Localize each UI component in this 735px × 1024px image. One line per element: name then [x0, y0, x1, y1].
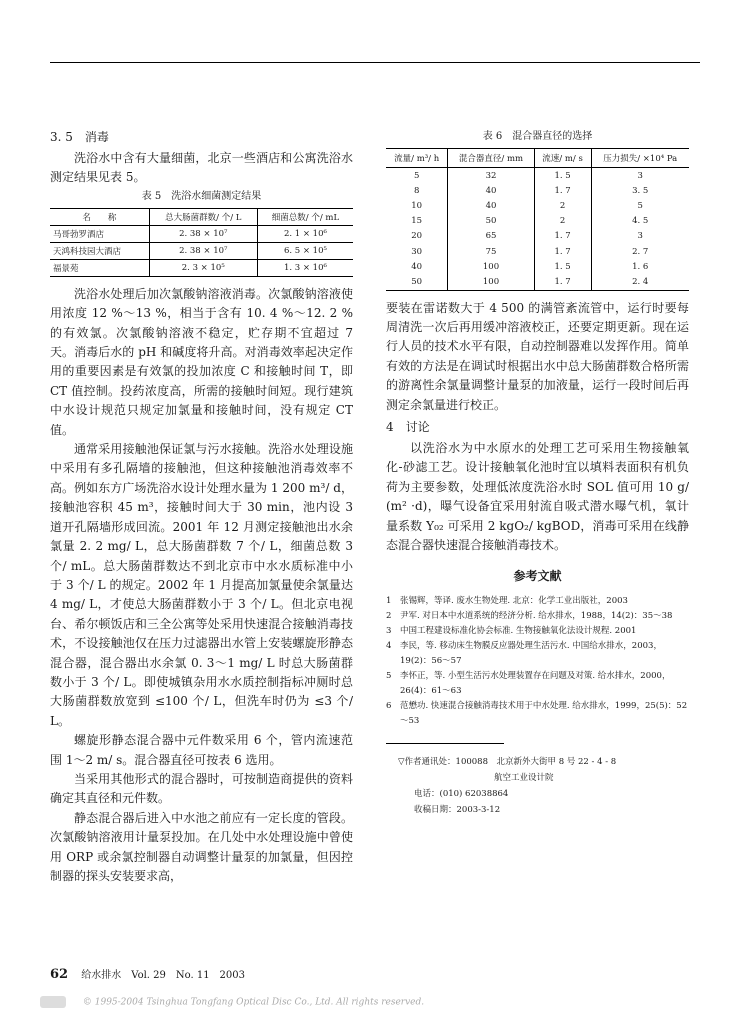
table-cell: 2 [534, 214, 591, 229]
reference-item [386, 699, 689, 729]
table-cell: 2. 38 × 10⁷ [149, 225, 257, 242]
reference-number: 2 [386, 611, 392, 622]
top-rule [50, 62, 700, 63]
references-title: 参考文献 [513, 569, 562, 584]
table6-header: 流量/ m³/ h [386, 149, 448, 168]
table-row [386, 168, 689, 184]
reference-number: 3 [386, 626, 392, 637]
table5-header: 名 称 [50, 208, 149, 225]
copyright-text: © 1995-2004 Tsinghua Tongfang Optical Disc Co., Ltd. All rights reserved. [82, 997, 425, 1008]
table-cell: 1. 5 [534, 259, 591, 274]
table-row [386, 244, 689, 259]
table-cell: 1. 7 [534, 274, 591, 290]
table-row [50, 242, 353, 259]
publisher-logo-icon [40, 996, 66, 1008]
table-cell: 100 [448, 259, 534, 274]
table-cell: 10 [411, 200, 423, 211]
table-cell: 40 [411, 261, 423, 272]
reference-text: 李怀正，等. 小型生活污水处理装置存在问题及对策. 给水排水，2000，26(4)：61～63 [400, 671, 671, 697]
table-cell: 1. 7 [534, 244, 591, 259]
paragraph: 要装在雷诺数大于 4 500 的满管紊流管中，运行时要每周清洗一次后再用缓冲溶液校正，还要定期更新。现在运行人员的技术水平有限，自动控制器难以发挥作用。简单有效的方法是在调试时根据出水中总大肠菌群数合格所需的游离性余氯量调整计量泵的加液量，运行一段时间后再测定余氯量进行校正。 [386, 300, 689, 412]
received-date: 收稿日期：2003-3-12 [414, 805, 501, 816]
table-row [386, 198, 689, 213]
table-cell: 40 [448, 183, 534, 198]
table5-caption: 表 5 洗浴水细菌测定结果 [141, 190, 262, 202]
reference-number: 6 [386, 701, 392, 712]
reference-text: 尹军. 对日本中水道系统的经济分析. 给水排水，1988，14(2)：35～38 [400, 611, 673, 622]
table6-header: 流速/ m/ s [534, 149, 591, 168]
table-cell: 20 [411, 231, 423, 242]
table-row [386, 259, 689, 274]
table-cell: 2. 38 × 10⁷ [149, 242, 257, 259]
paragraph: 螺旋形静态混合器中元件数采用 6 个，管内流速范围 1～2 m/ s。混合器直径可按表 6 选用。 [50, 733, 353, 767]
copyright-notice [40, 996, 424, 1008]
table-cell: 5 [591, 198, 689, 213]
table-cell: 3. 5 [591, 183, 689, 198]
divider [386, 743, 504, 744]
contact-address: ▽作者通讯处：100088 北京新外大街甲 8 号 22 - 4 - 8 [398, 757, 617, 768]
table-cell: 3 [591, 229, 689, 244]
table-row [386, 183, 689, 198]
paragraph: 洗浴水处理后加次氯酸钠溶液消毒。次氯酸钠溶液使用浓度 12 %～13 %，相当于含有 10. 4 %～12. 2 %的有效氯。次氯酸钠溶液不稳定，贮存期不宜超过 7 天。消毒后水的 pH 和碱度将升高。对消毒效率起决定作用的重要因素是有效氯的投加浓度 C 和接触时间 T，即 CT 值控制。投药浓度高，所需的接触时间短。现行建筑中水设计规范只规定加氯量和接触时间，没有规定 CT 值。 [50, 286, 353, 437]
section-4-title: 4 讨论 [386, 419, 430, 434]
table5-header: 细菌总数/ 个/ mL [257, 208, 353, 225]
table-cell: 天鸿科技园大酒店 [50, 242, 149, 259]
table-cell: 30 [411, 246, 423, 257]
table-cell: 50 [448, 214, 534, 229]
page-footer [50, 966, 245, 982]
table-cell: 福景苑 [50, 259, 149, 276]
table-cell: 40 [448, 198, 534, 213]
paragraph: 洗浴水中含有大量细菌，北京一些酒店和公寓洗浴水测定结果见表 5。 [50, 151, 353, 185]
table-cell: 1. 6 [591, 259, 689, 274]
table-cell: 2. 1 × 10⁶ [257, 225, 353, 242]
table-cell: 1. 7 [534, 183, 591, 198]
table-cell: 2 [534, 198, 591, 213]
journal-info: 给水排水 Vol. 29 No. 11 2003 [81, 970, 246, 981]
reference-text: 李民，等. 移动床生物膜反应器处理生活污水. 中国给水排水，2003，19(2)：56～57 [400, 641, 662, 667]
table6-header: 压力损失/ ×10⁴ Pa [591, 149, 689, 168]
table-cell: 1. 3 × 10⁶ [257, 259, 353, 276]
paragraph: 以洗浴水为中水原水的处理工艺可采用生物接触氧化-砂滤工艺。设计接触氧化池时宜以填料表面积有机负荷为主要参数，处理低浓度洗浴水时 SOL 值可用 10 g/ (m² ·d)，曝气设备宜采用射流自吸式潜水曝气机，氧计量系数 Y₀₂ 可采用 2 kgO₂/ kgBOD，消毒可采用在线静态混合器快速混合接触消毒技术。 [386, 440, 689, 552]
reference-number: 4 [386, 641, 392, 652]
paragraph: 静态混合器后进入中水池之前应有一定长度的管段。次氯酸钠溶液用计量泵投加。在几处中水处理设施中曾使用 ORP 或余氯控制器自动调整计量泵的加氯量，但因控制器的探头安装要求高， [50, 810, 353, 883]
left-column [50, 128, 353, 886]
table5 [50, 208, 353, 277]
table-cell: 65 [448, 229, 534, 244]
reference-item [386, 594, 689, 609]
table-row [386, 274, 689, 290]
references-list [386, 594, 689, 729]
table-cell: 1. 5 [534, 168, 591, 184]
reference-number: 5 [386, 671, 392, 682]
contact-institute: 航空工业设计院 [494, 773, 554, 784]
table-row [386, 229, 689, 244]
paragraph: 通常采用接触池保证氯与污水接触。洗浴水处理设施中采用有多孔隔墙的接触池，但这种接触池消毒效率不高。例如东方广场洗浴水设计处理水量为 1 200 m³/ d，接触池容积 45 m³，接触时间大于 30 min，池内设 3 道开孔隔墙形成回流。2001 年 12 月测定接触池出水余氯量 2. 2 mg/ L，总大肠菌群数 7 个/ L，细菌总数 3 个/ mL。总大肠菌群数达不到北京市中水水质标准中小于 3 个/ L 的规定。2002 年 1 月提高加氯量使余氯量达 4 mg/ L，才使总大肠菌群数小于 3 个/ L。但北京电视台、希尔顿饭店和三全公寓等处采用快速混合接触消毒技术，不设接触池仅在压力过滤器出水管上安装螺旋形静态混合器，混合器出水余氯 0. 3～1 mg/ L 时总大肠菌群数小于 3 个/ L。即使城镇杂用水水质控制指标冲厕时总大肠菌群数放宽到 ≤100 个/ L，但洗车时仍为 ≤3 个/ L。 [50, 442, 353, 728]
table-cell: 32 [448, 168, 534, 184]
table-cell: 马哥勃罗酒店 [50, 225, 149, 242]
table6 [386, 148, 689, 291]
table-row [386, 214, 689, 229]
table-cell: 1. 7 [534, 229, 591, 244]
table6-caption: 表 6 混合器直径的选择 [482, 131, 593, 142]
reference-number: 1 [386, 596, 392, 607]
reference-text: 张锡辉，等译. 废水生物处理. 北京：化学工业出版社，2003 [400, 596, 628, 607]
table6-header: 混合器直径/ mm [448, 149, 534, 168]
table-cell: 3 [591, 168, 689, 184]
table-cell: 6. 5 × 10⁵ [257, 242, 353, 259]
reference-item [386, 609, 689, 624]
reference-item [386, 669, 689, 699]
reference-item [386, 624, 689, 639]
section-3-5-title: 3. 5 消毒 [50, 130, 109, 144]
reference-item [386, 639, 689, 669]
table-cell: 4. 5 [591, 214, 689, 229]
table-cell: 100 [448, 274, 534, 290]
table-cell: 15 [411, 216, 423, 227]
table-row [50, 225, 353, 242]
table-row [50, 259, 353, 276]
contact-phone: 电话：(010) 62038864 [414, 789, 509, 800]
page-number: 62 [50, 967, 69, 982]
table-cell: 8 [413, 185, 420, 196]
table-cell: 50 [386, 274, 448, 290]
table-cell: 5 [413, 170, 420, 181]
right-column [386, 128, 689, 818]
reference-text: 范懋功. 快速混合接触消毒技术用于中水处理. 给水排水，1999，25(5)：52～53 [400, 701, 688, 727]
paragraph: 当采用其他形式的混合器时，可按制造商提供的资料确定其直径和元件数。 [50, 771, 353, 806]
table-cell: 2. 3 × 10⁵ [149, 259, 257, 276]
table-cell: 75 [448, 244, 534, 259]
author-contact [386, 754, 689, 818]
table5-header: 总大肠菌群数/ 个/ L [149, 208, 257, 225]
table-cell: 2. 4 [591, 274, 689, 290]
reference-text: 中国工程建设标准化协会标准. 生物接触氧化法设计规程. 2001 [400, 626, 637, 637]
table-cell: 2. 7 [591, 244, 689, 259]
